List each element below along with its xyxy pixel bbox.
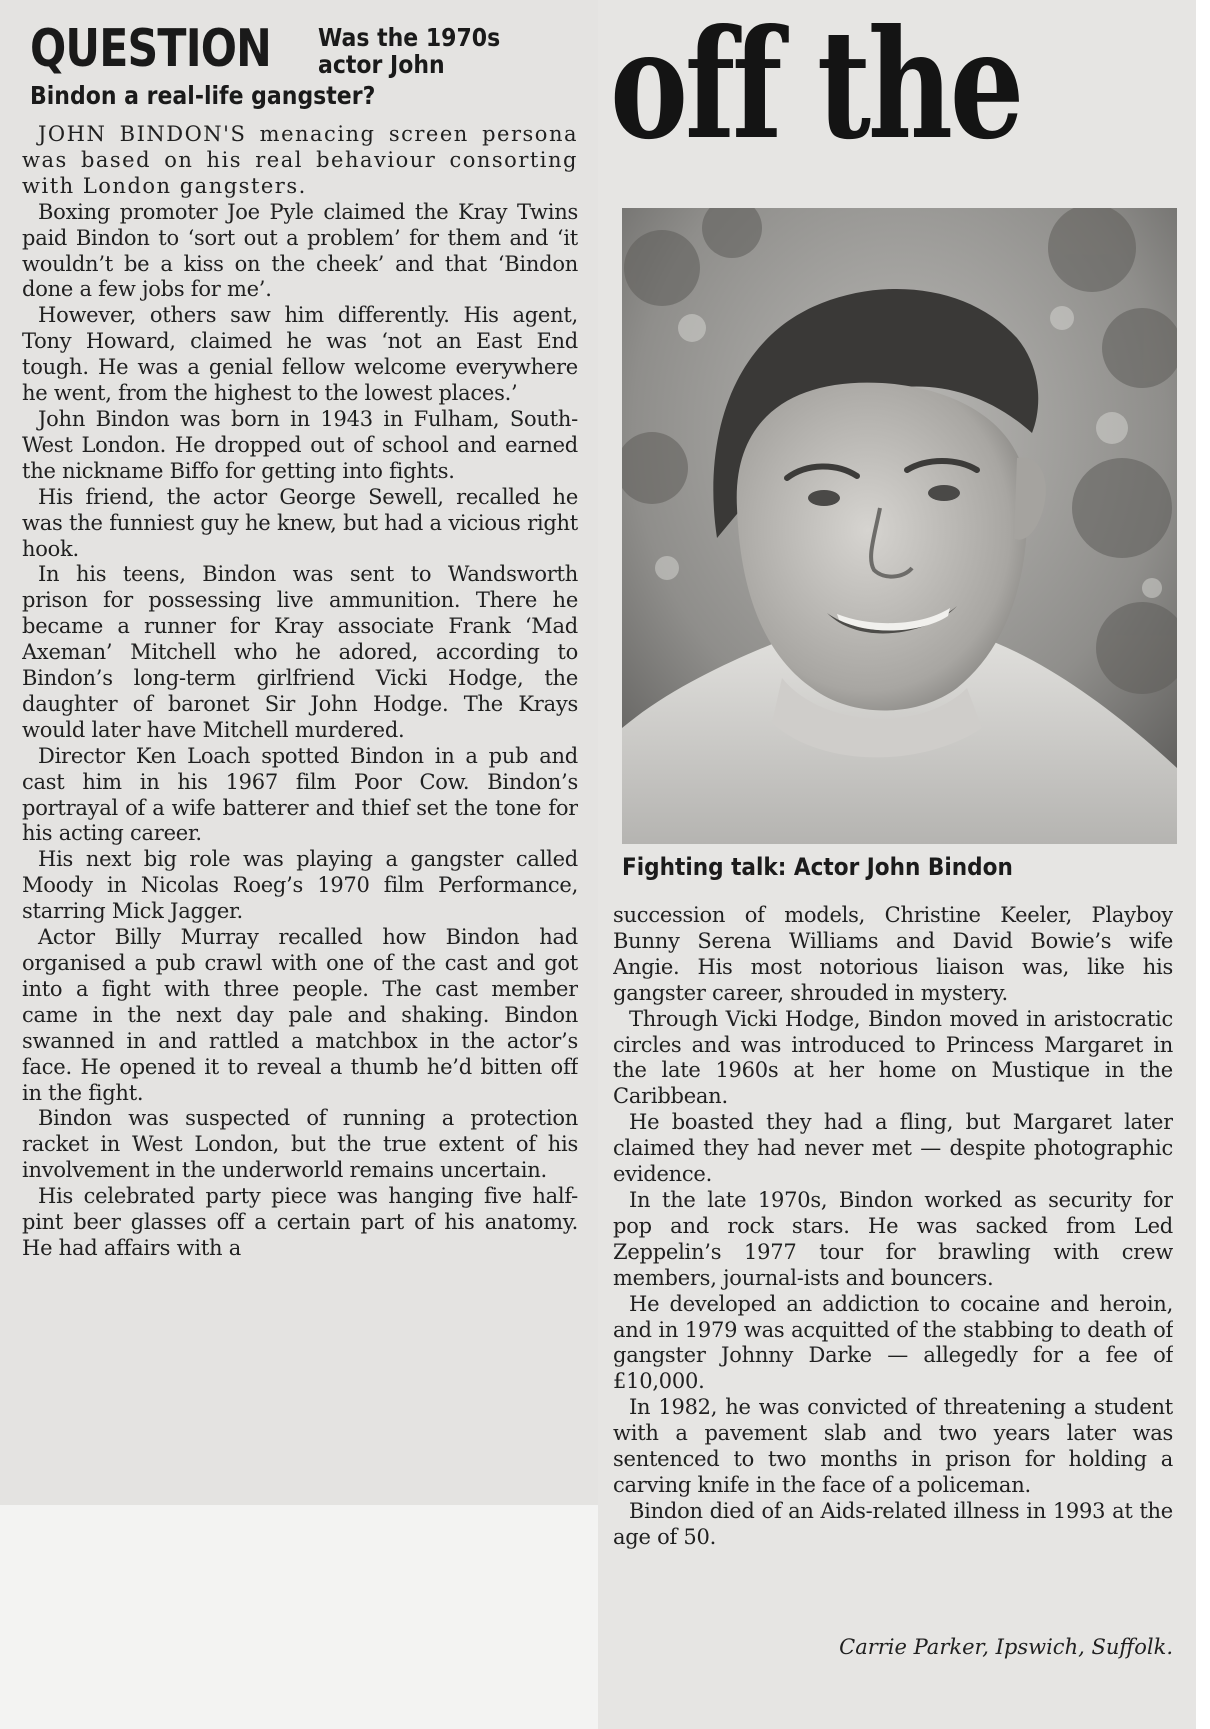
article-paragraph: He developed an addiction to cocaine and heroin, and in 1979 was acquitted of the stabbing to death of gangster Johnny Darke — allegedly for a fee of £10,000. xyxy=(613,1291,1173,1394)
article-paragraph: John Bindon was born in 1943 in Fulham, South-West London. He dropped out of school and earned the nickname Biffo for getting into fights. xyxy=(22,406,578,483)
show-through-backing xyxy=(0,1505,598,1729)
article-paragraph: However, others saw him differently. His agent, Tony Howard, claimed he was ‘not an East End tough. He was a genial fellow welcome everywhere he went, from the highest to the lowest places.’ xyxy=(22,303,578,406)
lead-paragraph-text: JOHN BINDON'S menacing screen persona was based on his real behaviour consorting with London gangsters. xyxy=(22,122,578,198)
question-header xyxy=(30,20,590,120)
article-paragraph: His next big role was playing a gangster called Moody in Nicolas Roeg’s 1970 film Performance, starring Mick Jagger. xyxy=(22,847,578,924)
article-paragraph: In 1982, he was convicted of threatening a student with a pavement slab and two years later was sentenced to two months in prison for holding a carving knife in the face of a policeman. xyxy=(613,1395,1173,1497)
portrait-photo xyxy=(622,208,1177,844)
article-column-left xyxy=(22,122,578,1492)
question-kicker: QUESTION xyxy=(30,19,272,79)
headline-fragment: off the xyxy=(610,0,1022,173)
article-paragraph: He boasted they had a fling, but Margaret later claimed they had never met — despite photographic evidence. xyxy=(613,1110,1173,1187)
article-paragraph: His friend, the actor George Sewell, recalled he was the funniest guy he knew, but had a vicious right hook. xyxy=(22,484,578,561)
question-text-line2: Bindon a real-life gangster? xyxy=(30,81,376,110)
portrait-photo-graphic xyxy=(622,208,1177,844)
article-column-right xyxy=(613,903,1173,1633)
question-text-line1: Was the 1970s actor John xyxy=(318,23,501,79)
photo-caption: Fighting talk: Actor John Bindon xyxy=(622,853,1013,881)
article-paragraph: Bindon was suspected of running a protection racket in West London, but the true extent of his involvement in the underworld remains uncertain. xyxy=(22,1106,578,1183)
article-paragraph xyxy=(22,122,578,200)
article-paragraph: Through Vicki Hodge, Bindon moved in aristocratic circles and was introduced to Princess Margaret in the late 1960s at her home on Mustique in the Caribbean. xyxy=(613,1006,1173,1109)
article-paragraph: Bindon died of an Aids-related illness in 1993 at the age of 50. xyxy=(613,1498,1173,1549)
article-paragraph: succession of models, Christine Keeler, Playboy Bunny Serena Williams and David Bowie’s wife Angie. His most notorious liaison was, like his gangster career, shrouded in mystery. xyxy=(613,903,1173,1005)
article-paragraph: In his teens, Bindon was sent to Wandsworth prison for possessing live ammunition. There he became a runner for Kray associate Frank ‘Mad Axeman’ Mitchell who he adored, according to Bindon’s long-term girlfriend Vicki Hodge, the daughter of baronet Sir John Hodge. The Krays would later have Mitchell murdered. xyxy=(22,562,578,742)
reader-signoff: Carrie Parker, Ipswich, Suffolk. xyxy=(839,1635,1173,1659)
article-paragraph: Boxing promoter Joe Pyle claimed the Kray Twins paid Bindon to ‘sort out a problem’ for them and ‘it wouldn’t be a kiss on the cheek’ and that ‘Bindon done a few jobs for me’. xyxy=(22,199,578,302)
article-paragraph: Actor Billy Murray recalled how Bindon had organised a pub crawl with one of the cast and got into a fight with three people. The cast member came in the next day pale and shaking. Bindon swanned in and rattled a matchbox in the actor’s face. He opened it to reveal a thumb he’d bitten off in the fight. xyxy=(22,925,578,1105)
article-paragraph: Director Ken Loach spotted Bindon in a pub and cast him in his 1967 film Poor Cow. Bindon’s portrayal of a wife batterer and thief set the tone for his acting career. xyxy=(22,743,578,846)
article-paragraph: His celebrated party piece was hanging five half-pint beer glasses off a certain part of his anatomy. He had affairs with a xyxy=(22,1184,578,1260)
article-paragraph: In the late 1970s, Bindon worked as security for pop and rock stars. He was sacked from Led Zeppelin’s 1977 tour for brawling with crew members, journal-ists and bouncers. xyxy=(613,1187,1173,1290)
